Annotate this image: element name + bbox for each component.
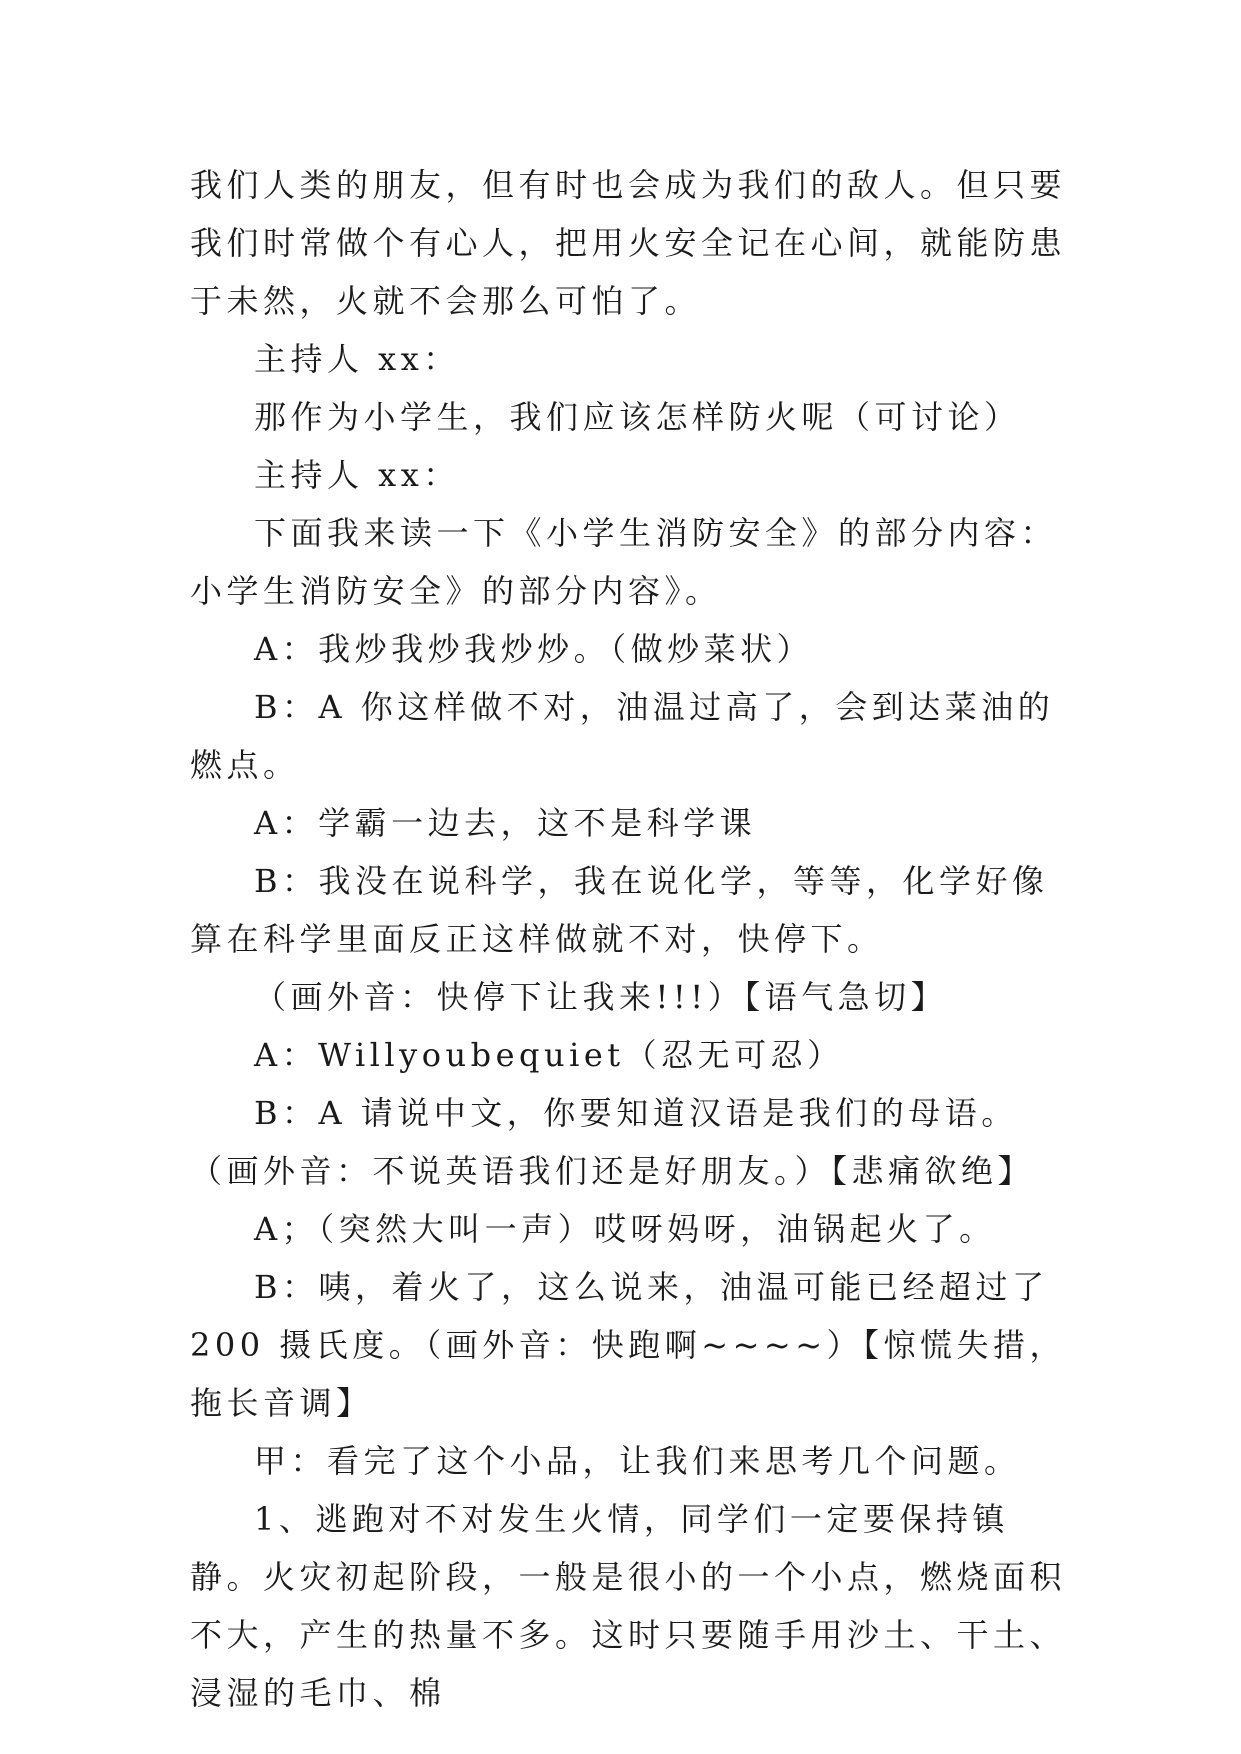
paragraph-dialogue-a2: A：学霸一边去，这不是科学课 bbox=[254, 804, 757, 842]
paragraph-point-1: 1、逃跑对不对发生火情，同学们一定要保持镇静。火灾初起阶段，一般是很小的一个小点，燃烧面积不大，产生的热量不多。这时只要随手用沙土、干土、浸湿的毛巾、棉 bbox=[190, 1500, 1067, 1712]
paragraph-dialogue-a4: A；（突然大叫一声）哎呀妈呀，油锅起火了。 bbox=[254, 1210, 996, 1248]
paragraph-question: 那作为小学生，我们应该怎样防火呢（可讨论） bbox=[254, 398, 1021, 436]
paragraph-continuation: 我们人类的朋友，但有时也会成为我们的敌人。但只要我们时常做个有心人，把用火安全记在心间，就能防患于未然，火就不会那么可怕了。 bbox=[190, 166, 1067, 320]
paragraph-host-2: 主持人 xx： bbox=[254, 456, 460, 494]
paragraph-voiceover-1: （画外音：快停下让我来!!!）【语气急切】 bbox=[254, 978, 948, 1016]
paragraph-reading: 下面我来读一下《小学生消防安全》的部分内容：小学生消防安全》的部分内容》。 bbox=[190, 514, 1058, 610]
paragraph-jia: 甲：看完了这个小品，让我们来思考几个问题。 bbox=[254, 1442, 1021, 1480]
paragraph-dialogue-b4: B：咦，着火了，这么说来，油温可能已经超过了 200 摄氏度。（画外音：快跑啊~~~~）【惊慌失措，拖长音调】 bbox=[190, 1268, 1067, 1422]
paragraph-dialogue-b1: B：A 你这样做不对，油温过高了，会到达菜油的燃点。 bbox=[190, 688, 1055, 784]
paragraph-dialogue-b3: B：A 请说中文，你要知道汉语是我们的母语。（画外音：不说英语我们还是好朋友。）【悲痛欲绝】 bbox=[190, 1094, 1035, 1190]
paragraph-host-1: 主持人 xx： bbox=[254, 340, 460, 378]
paragraph-dialogue-a3: A：Willyoubequiet（忍无可忍） bbox=[254, 1036, 844, 1074]
paragraph-dialogue-b2: B：我没在说科学，我在说化学，等等，化学好像算在科学里面反正这样做就不对，快停下。 bbox=[190, 862, 1049, 958]
paragraph-dialogue-a1: A：我炒我炒我炒炒。（做炒菜状） bbox=[254, 630, 814, 668]
document-body bbox=[190, 156, 1070, 1722]
